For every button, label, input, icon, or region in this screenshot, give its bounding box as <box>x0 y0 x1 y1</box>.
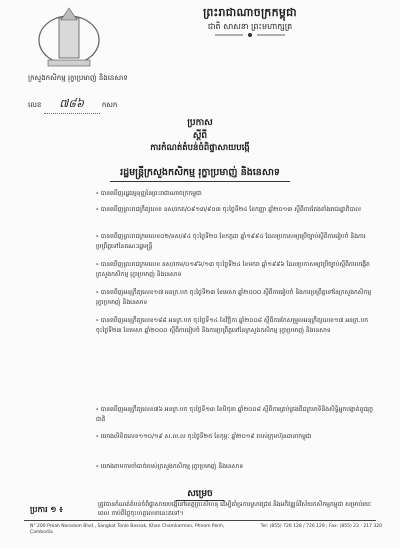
article-text: ត្រូវបានកំណត់តំបន់ចំពិផ្ទាសាយបង្កើនៅខេត្តព្រះសីហនុ ដើម្បីគាំទ្រការស្រាវជ្រាវ និងអភិវឌ្ឍន៍វិស័យកសិកម្មកម្ពុជា សម្រាប់រយៈពេល ចាប់ពីថ្ងៃចុះហត្ថលេខានេះតទៅ។ <box>98 501 372 517</box>
title-underline <box>110 181 290 182</box>
reference-suffix: កសក <box>101 101 118 109</box>
national-motto: ជាតិ សាសនា ព្រះមហាក្សត្រ <box>207 22 293 31</box>
visa-line: - បានឃើញអនុក្រឹត្យលេខ១៨៨ អនក្រ.បក ចុះថ្ងៃទី១៤ ខែវិច្ឆិកា ឆ្នាំ២០០៨ ស្ដីពីការកែសម្រួលអនុក្រឹត្យលេខ១៧ អនក្រ.បក ចុះថ្ងៃទី២៣ ខែមេសា ឆ្នាំ២០០០ ស្ដីពីការរៀបចំ និងការប្រព្រឹត្តទៅនៃក្រសួងកសិកម្ម រុក្ខាប្រមាញ់ និងនេសាទ <box>96 317 369 334</box>
visa-line: - យោងលិខិតលេខ១១០/១៩ ស.ល.ល ចុះថ្ងៃទី២៥ ខែកុម្ភៈ ឆ្នាំ២០១៩ របស់ក្រុមហ៊ុនធានាកម្ពុជា <box>96 433 312 440</box>
kingdom-title: ព្រះរាជាណាចក្រកម្ពុជា <box>203 6 297 19</box>
subject-prefix: ស្ដីពី <box>192 131 208 141</box>
royal-emblem-icon <box>26 4 112 74</box>
document-type: ប្រកាស <box>187 118 213 128</box>
minister-title: រដ្ឋមន្ត្រីក្រសួងកសិកម្ម រុក្ខាប្រមាញ់ និងនេសាទ <box>120 167 280 178</box>
visa-line: - បានឃើញអនុក្រឹត្យលេខ១៧ អនក្រ.បក ចុះថ្ងៃទី២៣ ខែមេសា ឆ្នាំ២០០០ ស្ដីពីការរៀបចំ និងការប្រព្រឹត្តទៅនៃក្រសួងកសិកម្ម រុក្ខាប្រមាញ់ និងនេសាទ <box>96 289 372 306</box>
visa-line: - បានឃើញរដ្ឋធម្មនុញ្ញនៃព្រះរាជាណាចក្រកម្ពុជា <box>96 190 202 197</box>
ministry-name: ក្រសួងកសិកម្ម រុក្ខាប្រមាញ់ និងនេសាទ <box>28 74 128 82</box>
footer-divider <box>24 520 376 521</box>
visa-line: - បានឃើញព្រះរាជក្រឹត្យលេខ នស/រកត/០៩១៣/៩០៣ ចុះថ្ងៃទី២៤ ខែកញ្ញា ឆ្នាំ២០១៣ ស្ដីពីការតែងតាំងរាជរដ្ឋាភិបាល <box>96 206 361 213</box>
reference-line <box>28 97 117 114</box>
visa-line: - បានឃើញព្រះរាជក្រមលេខ នស/រកម/០១៩៦/១៣ ចុះថ្ងៃទី២៤ ខែមករា ឆ្នាំ១៩៩៦ ដែលប្រកាសឲ្យប្រើច្បាប់ស្ដីពីការបង្កើតក្រសួងកសិកម្ម រុក្ខាប្រមាញ់ និងនេសាទ <box>96 261 370 278</box>
visa-line: - យោងតាមការចាំបាច់របស់ក្រសួងកសិកម្ម រុក្ខាប្រមាញ់ និងនេសាទ <box>96 463 244 470</box>
decision-heading: សម្រេច <box>187 489 213 499</box>
footer-contact: Tel: (855) 726 128 / 726 129 ; Fax: (855) 23 - 217 320 <box>260 524 382 529</box>
article-label: ប្រការ ១ ៖ <box>30 505 63 514</box>
reference-label: លេខ <box>28 101 42 109</box>
visa-line: - បានឃើញអនុក្រឹត្យលេខ៧៦ អនក្រ.បក ចុះថ្ងៃទី១៣ ខែមិថុនា ឆ្នាំ២០០៨ ស្ដីពីការគ្រប់គ្រងពីជក្រមាទិនិងសិទ្ធិអ្នកបង្កាត់ពូជរុក្ខជាតិ <box>96 406 373 423</box>
ornament-divider <box>215 32 285 38</box>
document-subject: ការកំណត់តំបន់ចំពិផ្ទាសាយបង្កើ <box>150 143 250 153</box>
reference-number: ៧៨៦ <box>44 97 100 114</box>
footer-address: N° 200 Preah Norodom Blvd., Sangkat Tonle Bassak, Khan Chamkarmon, Phnom Penh, Cambodia <box>30 524 225 535</box>
visa-line: - បានឃើញព្រះរាជក្រមលេខ០២/នស/៩៤ ចុះថ្ងៃទី២០ ខែកក្កដា ឆ្នាំ១៩៩៤ ដែលប្រកាសឲ្យប្រើច្បាប់ស្ដីពីការរៀបចំ និងការប្រព្រឹត្តទៅនៃគណៈរដ្ឋមន្ត្រី <box>96 233 366 250</box>
